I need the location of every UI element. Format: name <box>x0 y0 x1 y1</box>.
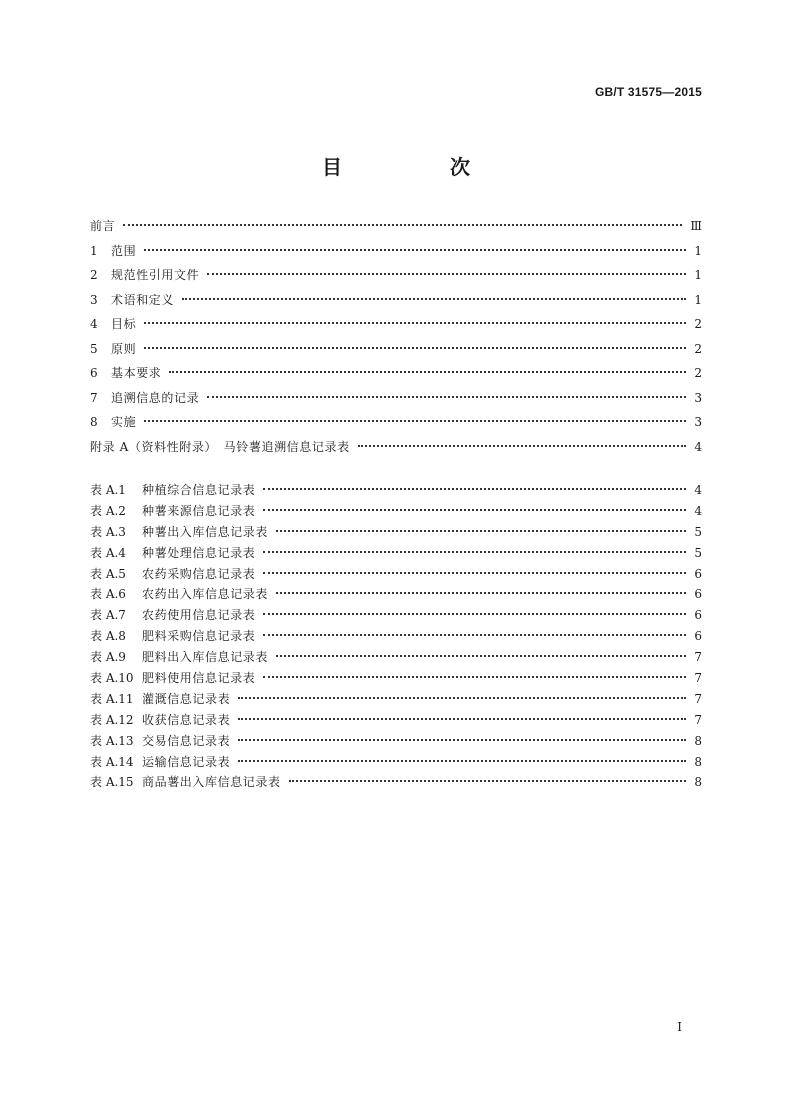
dot-leader <box>123 224 682 226</box>
dot-leader <box>238 739 686 741</box>
page-reference: 2 <box>694 366 702 380</box>
toc-entry[interactable] <box>90 410 702 435</box>
dot-leader <box>276 530 686 532</box>
dot-leader <box>263 572 686 574</box>
page-number: I <box>677 1020 682 1034</box>
entry-number: 4 <box>90 317 98 331</box>
toc-table-entry[interactable] <box>90 731 702 752</box>
standard-code: GB/T 31575—2015 <box>594 85 702 99</box>
toc-table-entry[interactable] <box>90 584 702 605</box>
entry-label: 肥料采购信息记录表 <box>142 629 256 644</box>
page-reference: 1 <box>694 243 702 258</box>
page-reference: 4 <box>694 483 702 497</box>
page-reference: 7 <box>694 671 702 686</box>
entry-number: 表 A.8 <box>90 629 126 644</box>
page-reference: 7 <box>694 712 702 727</box>
entry-number: 7 <box>90 390 98 405</box>
dot-leader <box>144 249 686 251</box>
dot-leader <box>144 322 686 324</box>
entry-label: 范围 <box>111 243 137 258</box>
page-reference: 8 <box>694 733 702 748</box>
entry-number: 8 <box>90 415 98 429</box>
dot-leader <box>358 445 686 447</box>
entry-label: 种植综合信息记录表 <box>142 483 256 497</box>
dot-leader <box>169 371 686 373</box>
toc-table-entry[interactable] <box>90 689 702 710</box>
toc-table-entry[interactable] <box>90 626 702 647</box>
entry-label: 前言 <box>90 219 116 233</box>
page-reference: 7 <box>694 691 702 706</box>
toc-table-entry[interactable] <box>90 522 702 543</box>
entry-label: 目标 <box>111 317 137 331</box>
entry-number: 表 A.15 <box>90 775 134 790</box>
dot-leader <box>144 420 686 422</box>
entry-label: 收获信息记录表 <box>142 712 231 727</box>
page-reference: Ⅲ <box>690 219 702 233</box>
entry-number: 表 A.6 <box>90 587 126 602</box>
entry-number: 表 A.10 <box>90 671 134 686</box>
entry-number: 表 A.9 <box>90 650 126 665</box>
dot-leader <box>144 347 686 349</box>
page-reference: 4 <box>694 439 702 454</box>
entry-number: 表 A.14 <box>90 754 134 769</box>
toc-main-list <box>90 214 702 459</box>
entry-number: 6 <box>90 366 98 380</box>
toc-entry[interactable] <box>90 239 702 264</box>
entry-number: 表 A.7 <box>90 608 126 623</box>
entry-number: 表 A.1 <box>90 483 126 497</box>
entry-label: 实施 <box>111 415 137 429</box>
entry-number: 表 A.12 <box>90 712 134 727</box>
entry-label: 灌溉信息记录表 <box>142 691 231 706</box>
toc-table-entry[interactable] <box>90 543 702 564</box>
entry-label: 肥料出入库信息记录表 <box>142 650 269 665</box>
page-reference: 7 <box>694 650 702 665</box>
toc-table-entry[interactable] <box>90 501 702 522</box>
dot-leader <box>263 634 686 636</box>
toc-entry[interactable] <box>90 312 702 337</box>
entry-label: 运输信息记录表 <box>142 754 231 769</box>
dot-leader <box>182 298 686 300</box>
page-reference: 5 <box>694 545 702 560</box>
entry-label: 种薯处理信息记录表 <box>142 545 256 560</box>
entry-number: 3 <box>90 292 98 307</box>
entry-label: 术语和定义 <box>111 292 175 307</box>
page-reference: 1 <box>694 292 702 307</box>
dot-leader <box>207 396 686 398</box>
entry-label: 规范性引用文件 <box>111 268 200 282</box>
dot-leader <box>276 655 686 657</box>
toc-table-list <box>90 480 702 793</box>
toc-table-entry[interactable] <box>90 772 702 793</box>
page-reference: 4 <box>694 503 702 518</box>
page-reference: 6 <box>694 629 702 644</box>
entry-number: 表 A.4 <box>90 545 126 560</box>
toc-table-entry[interactable] <box>90 480 702 501</box>
entry-label: 农药出入库信息记录表 <box>142 587 269 602</box>
dot-leader <box>263 509 686 511</box>
toc-table-entry[interactable] <box>90 668 702 689</box>
dot-leader <box>289 780 686 782</box>
entry-number: 表 A.3 <box>90 524 126 539</box>
toc-entry[interactable] <box>90 361 702 386</box>
dot-leader <box>238 697 686 699</box>
entry-label: 附录 A（资料性附录） 马铃薯追溯信息记录表 <box>90 439 350 454</box>
toc-table-entry[interactable] <box>90 752 702 773</box>
entry-number: 5 <box>90 341 98 356</box>
page-reference: 6 <box>694 608 702 623</box>
dot-leader <box>238 760 686 762</box>
page-reference: 8 <box>694 775 702 790</box>
entry-number: 表 A.13 <box>90 733 134 748</box>
page-reference: 8 <box>694 754 702 769</box>
dot-leader <box>238 718 686 720</box>
page-reference: 6 <box>694 587 702 602</box>
page-reference: 2 <box>694 341 702 356</box>
toc-entry[interactable] <box>90 288 702 313</box>
dot-leader <box>263 488 686 490</box>
toc-entry[interactable] <box>90 386 702 411</box>
entry-number: 1 <box>90 243 98 258</box>
toc-table-entry[interactable] <box>90 647 702 668</box>
page-reference: 3 <box>694 415 702 429</box>
toc-entry[interactable] <box>90 337 702 362</box>
page-reference: 3 <box>694 390 702 405</box>
entry-label: 肥料使用信息记录表 <box>142 671 256 686</box>
entry-label: 种薯来源信息记录表 <box>142 503 256 518</box>
toc-entry[interactable] <box>90 263 702 288</box>
page-title: 目 次 <box>322 155 514 179</box>
toc-entry[interactable] <box>90 214 702 239</box>
entry-number: 表 A.5 <box>90 566 126 581</box>
dot-leader <box>276 592 686 594</box>
entry-label: 原则 <box>111 341 137 356</box>
page-reference: 2 <box>694 317 702 331</box>
entry-label: 基本要求 <box>111 366 162 380</box>
entry-number: 2 <box>90 268 98 282</box>
toc-table-entry[interactable] <box>90 710 702 731</box>
entry-label: 追溯信息的记录 <box>111 390 200 405</box>
entry-label: 交易信息记录表 <box>142 733 231 748</box>
page-reference: 1 <box>694 268 702 282</box>
entry-label: 商品薯出入库信息记录表 <box>142 775 281 790</box>
entry-number: 表 A.2 <box>90 503 126 518</box>
toc-entry[interactable] <box>90 435 702 460</box>
entry-label: 农药使用信息记录表 <box>142 608 256 623</box>
entry-label: 种薯出入库信息记录表 <box>142 524 269 539</box>
dot-leader <box>207 273 686 275</box>
page-reference: 6 <box>694 566 702 581</box>
entry-number: 表 A.11 <box>90 691 134 706</box>
dot-leader <box>263 613 686 615</box>
toc-table-entry[interactable] <box>90 564 702 585</box>
entry-label: 农药采购信息记录表 <box>142 566 256 581</box>
page-reference: 5 <box>694 524 702 539</box>
dot-leader <box>263 551 686 553</box>
toc-table-entry[interactable] <box>90 605 702 626</box>
dot-leader <box>263 676 686 678</box>
